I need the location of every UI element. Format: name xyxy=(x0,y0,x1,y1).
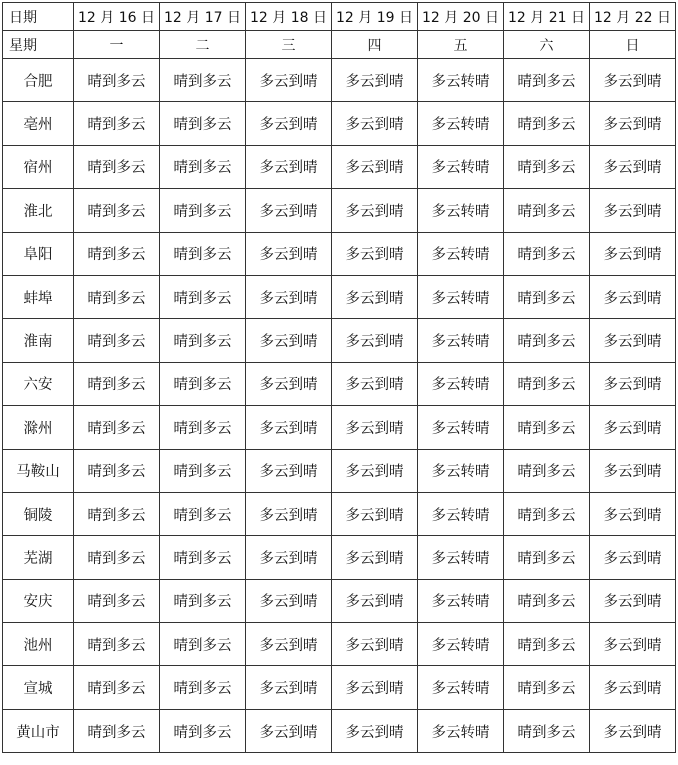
table-row xyxy=(3,102,676,145)
date-cell: 12 月 18 日 xyxy=(246,3,332,31)
date-cell: 12 月 17 日 xyxy=(160,3,246,31)
forecast-cell: 多云到晴 xyxy=(246,623,332,666)
forecast-cell: 晴到多云 xyxy=(160,536,246,579)
forecast-cell: 多云到晴 xyxy=(590,579,676,622)
forecast-cell: 多云到晴 xyxy=(332,59,418,102)
forecast-cell: 多云到晴 xyxy=(590,319,676,362)
forecast-cell: 多云转晴 xyxy=(418,536,504,579)
forecast-table-wrapper xyxy=(2,2,676,753)
forecast-cell: 多云转晴 xyxy=(418,189,504,232)
date-cell: 12 月 16 日 xyxy=(74,3,160,31)
forecast-cell: 多云转晴 xyxy=(418,232,504,275)
weekday-cell: 二 xyxy=(160,31,246,59)
forecast-cell: 多云到晴 xyxy=(246,102,332,145)
forecast-cell: 晴到多云 xyxy=(74,709,160,752)
forecast-cell: 晴到多云 xyxy=(504,189,590,232)
forecast-cell: 晴到多云 xyxy=(160,145,246,188)
forecast-cell: 晴到多云 xyxy=(504,709,590,752)
weekday-cell: 五 xyxy=(418,31,504,59)
forecast-cell: 多云到晴 xyxy=(246,406,332,449)
date-cell: 12 月 22 日 xyxy=(590,3,676,31)
table-row xyxy=(3,623,676,666)
forecast-cell: 晴到多云 xyxy=(74,492,160,535)
forecast-cell: 多云到晴 xyxy=(332,709,418,752)
weekday-cell: 日 xyxy=(590,31,676,59)
forecast-cell: 晴到多云 xyxy=(74,623,160,666)
forecast-cell: 多云到晴 xyxy=(332,449,418,492)
forecast-cell: 晴到多云 xyxy=(504,102,590,145)
city-cell: 阜阳 xyxy=(3,232,74,275)
forecast-cell: 多云到晴 xyxy=(590,145,676,188)
forecast-cell: 多云到晴 xyxy=(332,232,418,275)
forecast-cell: 多云到晴 xyxy=(590,232,676,275)
weekday-cell: 三 xyxy=(246,31,332,59)
city-cell: 宣城 xyxy=(3,666,74,709)
forecast-cell: 多云转晴 xyxy=(418,666,504,709)
forecast-cell: 多云转晴 xyxy=(418,449,504,492)
forecast-cell: 晴到多云 xyxy=(504,362,590,405)
city-cell: 淮南 xyxy=(3,319,74,362)
date-header-row xyxy=(3,3,676,31)
forecast-cell: 晴到多云 xyxy=(160,275,246,318)
forecast-cell: 多云到晴 xyxy=(332,362,418,405)
forecast-cell: 晴到多云 xyxy=(160,362,246,405)
forecast-cell: 多云到晴 xyxy=(332,189,418,232)
city-cell: 池州 xyxy=(3,623,74,666)
forecast-cell: 多云到晴 xyxy=(590,59,676,102)
forecast-cell: 多云转晴 xyxy=(418,275,504,318)
forecast-cell: 晴到多云 xyxy=(160,623,246,666)
forecast-cell: 多云到晴 xyxy=(246,492,332,535)
forecast-cell: 晴到多云 xyxy=(504,623,590,666)
forecast-cell: 多云转晴 xyxy=(418,59,504,102)
forecast-cell: 晴到多云 xyxy=(504,492,590,535)
table-row xyxy=(3,59,676,102)
table-row xyxy=(3,536,676,579)
forecast-cell: 多云到晴 xyxy=(246,145,332,188)
city-cell: 蚌埠 xyxy=(3,275,74,318)
forecast-cell: 晴到多云 xyxy=(504,232,590,275)
forecast-cell: 多云到晴 xyxy=(246,709,332,752)
forecast-cell: 多云到晴 xyxy=(590,666,676,709)
forecast-cell: 晴到多云 xyxy=(160,232,246,275)
forecast-cell: 多云到晴 xyxy=(246,232,332,275)
forecast-cell: 晴到多云 xyxy=(160,406,246,449)
city-cell: 淮北 xyxy=(3,189,74,232)
forecast-cell: 多云到晴 xyxy=(332,492,418,535)
forecast-cell: 多云到晴 xyxy=(332,666,418,709)
forecast-cell: 晴到多云 xyxy=(504,319,590,362)
weekday-cell: 四 xyxy=(332,31,418,59)
forecast-cell: 多云到晴 xyxy=(332,102,418,145)
forecast-cell: 晴到多云 xyxy=(160,492,246,535)
forecast-table-body xyxy=(3,3,676,753)
city-cell: 六安 xyxy=(3,362,74,405)
forecast-cell: 多云到晴 xyxy=(246,362,332,405)
table-row xyxy=(3,275,676,318)
city-cell: 铜陵 xyxy=(3,492,74,535)
forecast-cell: 多云到晴 xyxy=(590,709,676,752)
city-cell: 安庆 xyxy=(3,579,74,622)
forecast-cell: 多云到晴 xyxy=(590,536,676,579)
city-cell: 亳州 xyxy=(3,102,74,145)
forecast-cell: 多云到晴 xyxy=(590,406,676,449)
forecast-cell: 晴到多云 xyxy=(74,232,160,275)
table-row xyxy=(3,319,676,362)
forecast-cell: 多云到晴 xyxy=(332,536,418,579)
date-cell: 12 月 19 日 xyxy=(332,3,418,31)
weather-forecast-table xyxy=(2,2,676,753)
forecast-cell: 多云到晴 xyxy=(246,449,332,492)
forecast-cell: 晴到多云 xyxy=(504,536,590,579)
city-cell: 宿州 xyxy=(3,145,74,188)
forecast-cell: 晴到多云 xyxy=(160,319,246,362)
forecast-cell: 晴到多云 xyxy=(74,666,160,709)
table-row xyxy=(3,362,676,405)
weekday-header-label: 星期 xyxy=(3,31,74,59)
forecast-cell: 多云到晴 xyxy=(590,449,676,492)
forecast-cell: 多云转晴 xyxy=(418,623,504,666)
forecast-cell: 晴到多云 xyxy=(74,536,160,579)
forecast-cell: 多云转晴 xyxy=(418,319,504,362)
forecast-cell: 多云到晴 xyxy=(332,319,418,362)
forecast-cell: 多云转晴 xyxy=(418,492,504,535)
forecast-cell: 多云到晴 xyxy=(246,59,332,102)
date-header-label: 日期 xyxy=(3,3,74,31)
forecast-cell: 多云转晴 xyxy=(418,102,504,145)
forecast-cell: 多云转晴 xyxy=(418,579,504,622)
forecast-cell: 晴到多云 xyxy=(504,275,590,318)
forecast-cell: 晴到多云 xyxy=(504,145,590,188)
forecast-cell: 多云到晴 xyxy=(332,579,418,622)
table-row xyxy=(3,666,676,709)
forecast-cell: 多云到晴 xyxy=(590,362,676,405)
forecast-cell: 晴到多云 xyxy=(160,102,246,145)
forecast-cell: 多云转晴 xyxy=(418,362,504,405)
table-row xyxy=(3,449,676,492)
city-cell: 芜湖 xyxy=(3,536,74,579)
forecast-cell: 多云转晴 xyxy=(418,145,504,188)
forecast-cell: 晴到多云 xyxy=(160,189,246,232)
forecast-cell: 多云到晴 xyxy=(590,102,676,145)
table-row xyxy=(3,145,676,188)
date-cell: 12 月 21 日 xyxy=(504,3,590,31)
forecast-cell: 多云到晴 xyxy=(246,275,332,318)
forecast-cell: 多云到晴 xyxy=(332,145,418,188)
forecast-cell: 晴到多云 xyxy=(504,406,590,449)
forecast-cell: 多云到晴 xyxy=(332,623,418,666)
forecast-cell: 晴到多云 xyxy=(74,145,160,188)
forecast-cell: 晴到多云 xyxy=(504,666,590,709)
table-row xyxy=(3,709,676,752)
forecast-cell: 多云到晴 xyxy=(590,189,676,232)
forecast-cell: 多云到晴 xyxy=(246,536,332,579)
forecast-cell: 晴到多云 xyxy=(74,406,160,449)
forecast-cell: 晴到多云 xyxy=(160,449,246,492)
forecast-cell: 多云到晴 xyxy=(332,275,418,318)
forecast-cell: 晴到多云 xyxy=(160,709,246,752)
forecast-cell: 晴到多云 xyxy=(160,666,246,709)
city-cell: 黄山市 xyxy=(3,709,74,752)
forecast-cell: 晴到多云 xyxy=(74,362,160,405)
forecast-cell: 晴到多云 xyxy=(74,579,160,622)
forecast-cell: 晴到多云 xyxy=(504,59,590,102)
forecast-cell: 晴到多云 xyxy=(74,102,160,145)
city-cell: 马鞍山 xyxy=(3,449,74,492)
weekday-header-row xyxy=(3,31,676,59)
forecast-cell: 多云到晴 xyxy=(246,666,332,709)
forecast-cell: 多云到晴 xyxy=(246,579,332,622)
forecast-cell: 多云到晴 xyxy=(332,406,418,449)
forecast-cell: 晴到多云 xyxy=(74,275,160,318)
forecast-cell: 多云转晴 xyxy=(418,406,504,449)
city-cell: 合肥 xyxy=(3,59,74,102)
forecast-cell: 晴到多云 xyxy=(74,449,160,492)
forecast-cell: 晴到多云 xyxy=(504,579,590,622)
forecast-cell: 晴到多云 xyxy=(160,59,246,102)
forecast-cell: 晴到多云 xyxy=(74,319,160,362)
table-row xyxy=(3,232,676,275)
forecast-cell: 晴到多云 xyxy=(74,59,160,102)
forecast-cell: 多云到晴 xyxy=(246,319,332,362)
city-cell: 滁州 xyxy=(3,406,74,449)
forecast-cell: 晴到多云 xyxy=(160,579,246,622)
forecast-cell: 多云到晴 xyxy=(246,189,332,232)
table-row xyxy=(3,189,676,232)
date-cell: 12 月 20 日 xyxy=(418,3,504,31)
table-row xyxy=(3,579,676,622)
forecast-cell: 多云到晴 xyxy=(590,492,676,535)
weekday-cell: 一 xyxy=(74,31,160,59)
forecast-cell: 多云到晴 xyxy=(590,623,676,666)
forecast-cell: 晴到多云 xyxy=(504,449,590,492)
table-row xyxy=(3,492,676,535)
forecast-cell: 多云转晴 xyxy=(418,709,504,752)
table-row xyxy=(3,406,676,449)
weekday-cell: 六 xyxy=(504,31,590,59)
forecast-cell: 晴到多云 xyxy=(74,189,160,232)
forecast-cell: 多云到晴 xyxy=(590,275,676,318)
